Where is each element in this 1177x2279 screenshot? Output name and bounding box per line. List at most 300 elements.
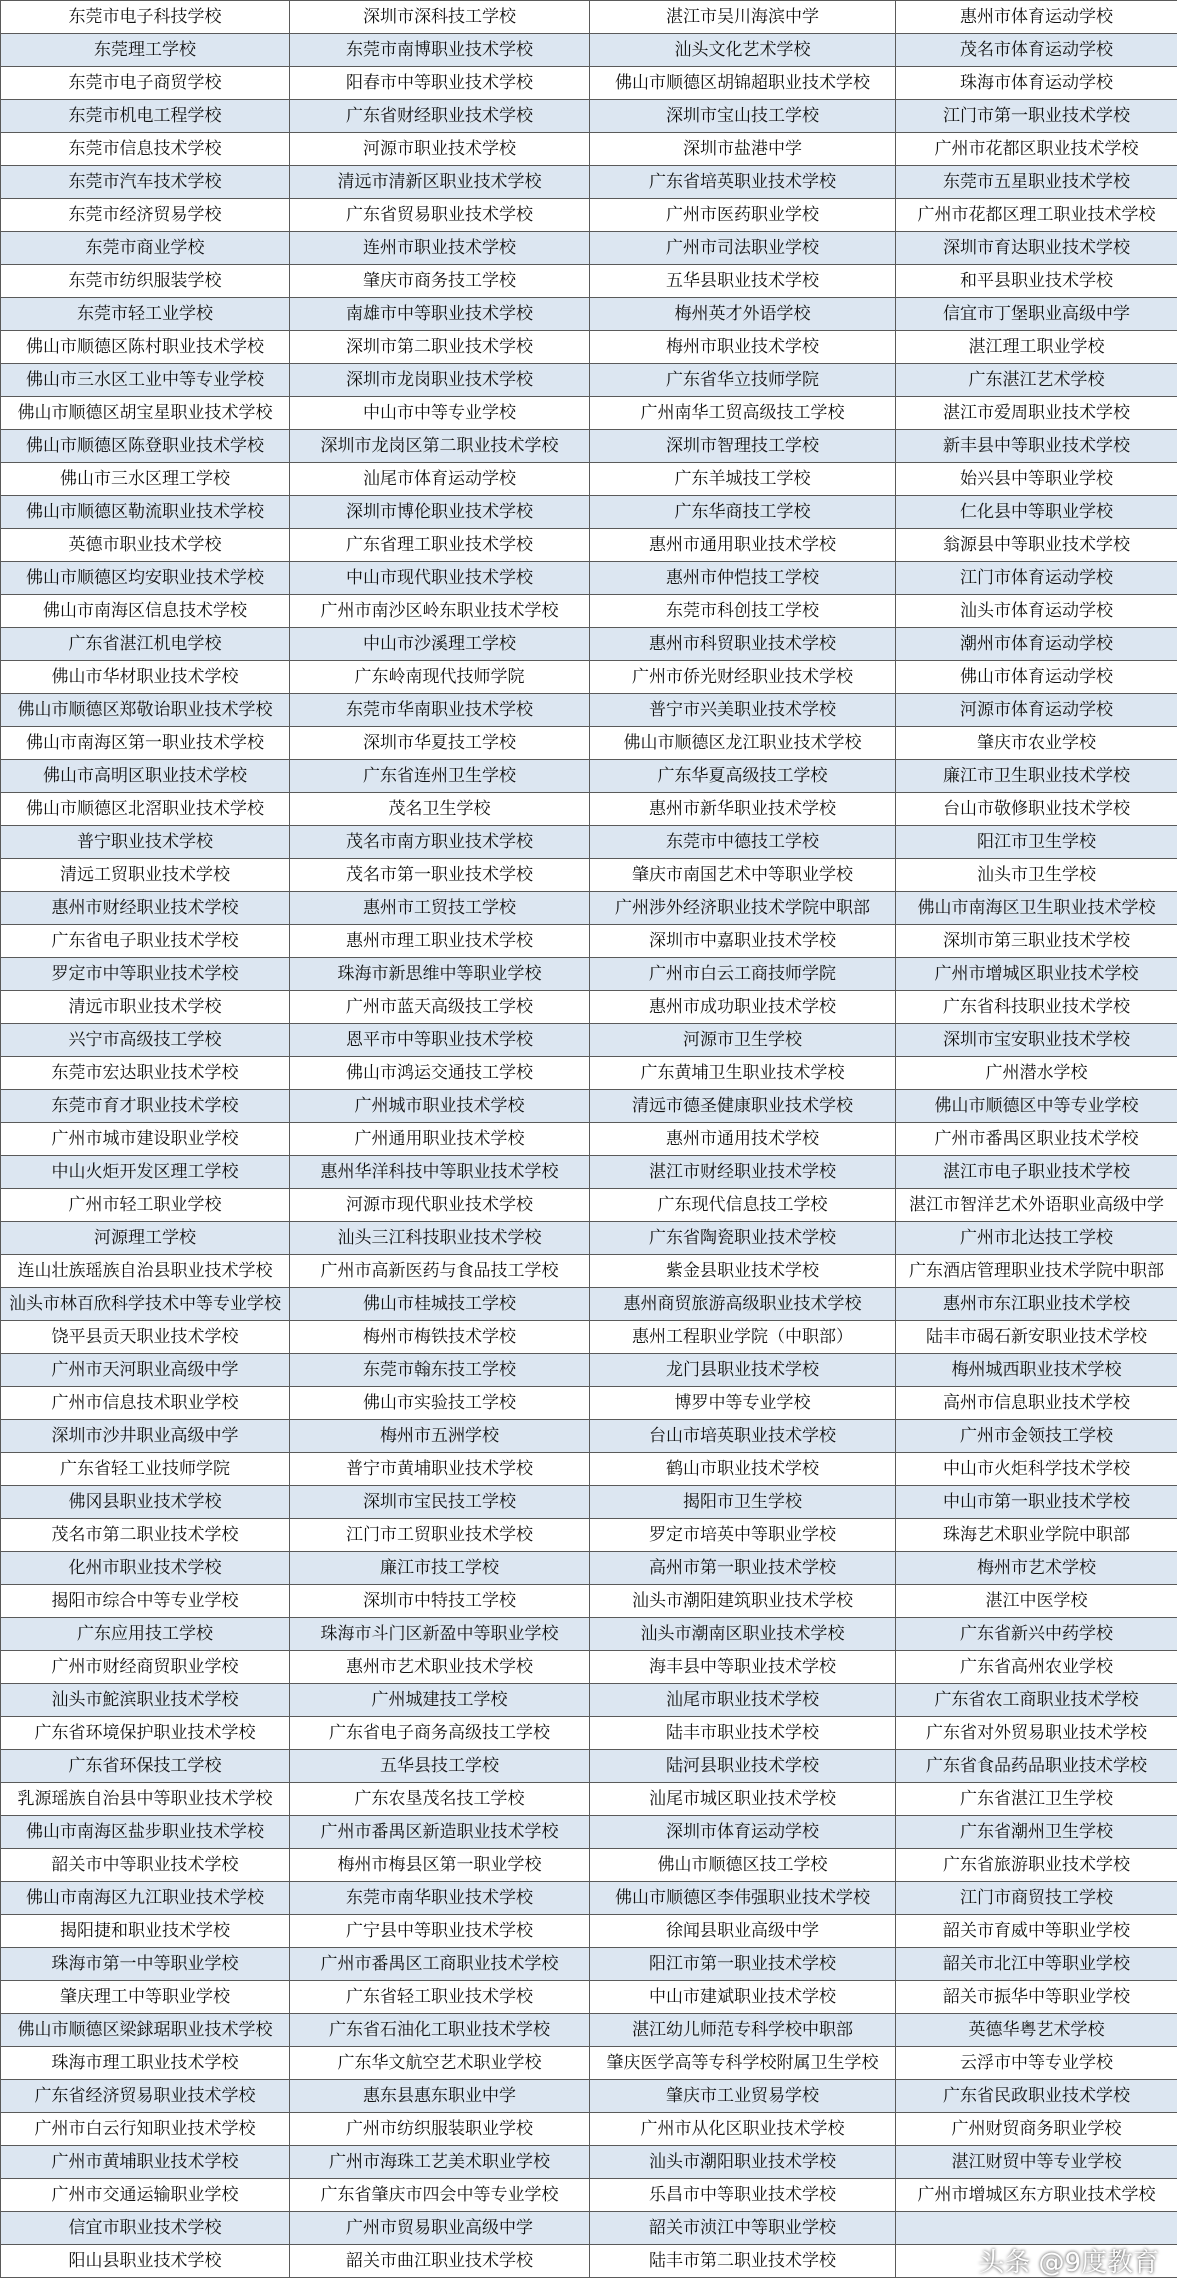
school-name-cell: 广东省环境保护职业技术学校 [1, 1717, 290, 1750]
school-name-cell: 佛山市南海区九江职业技术学校 [1, 1882, 290, 1915]
school-name-cell: 茂名市第一职业技术学校 [290, 859, 590, 892]
school-name-cell: 佛山市实验技工学校 [290, 1387, 590, 1420]
school-name-cell: 佛山市顺德区陈登职业技术学校 [1, 430, 290, 463]
school-name-cell: 廉江市技工学校 [290, 1552, 590, 1585]
table-row [1, 2179, 1177, 2212]
school-name-cell: 广州市交通运输职业学校 [1, 2179, 290, 2212]
school-name-cell: 湛江市财经职业技术学校 [590, 1156, 896, 1189]
school-name-cell: 广东省科技职业技术学校 [896, 991, 1177, 1024]
school-name-cell: 江门市第一职业技术学校 [896, 100, 1177, 133]
watermark: 头条 @9度教育 [978, 2242, 1159, 2279]
table-row [1, 1189, 1177, 1222]
school-name-cell: 揭阳市卫生学校 [590, 1486, 896, 1519]
school-name-cell: 广东黄埔卫生职业技术学校 [590, 1057, 896, 1090]
school-name-cell: 河源市职业技术学校 [290, 133, 590, 166]
table-row [1, 628, 1177, 661]
table-row [1, 496, 1177, 529]
school-name-cell: 惠州市艺术职业技术学校 [290, 1651, 590, 1684]
school-name-cell: 东莞市轻工业学校 [1, 298, 290, 331]
school-name-cell: 陆丰市职业技术学校 [590, 1717, 896, 1750]
school-name-cell: 清远市职业技术学校 [1, 991, 290, 1024]
school-name-cell: 韶关市振华中等职业学校 [896, 1981, 1177, 2014]
school-name-cell: 湛江市智洋艺术外语职业高级中学 [896, 1189, 1177, 1222]
school-name-cell: 广州涉外经济职业技术学院中职部 [590, 892, 896, 925]
school-name-cell: 中山火炬开发区理工学校 [1, 1156, 290, 1189]
school-name-cell: 湛江市爱周职业技术学校 [896, 397, 1177, 430]
school-name-cell: 乳源瑶族自治县中等职业技术学校 [1, 1783, 290, 1816]
table-row [1, 1783, 1177, 1816]
table-row [1, 331, 1177, 364]
school-name-cell: 东莞市科创技工学校 [590, 595, 896, 628]
school-name-cell: 罗定市培英中等职业学校 [590, 1519, 896, 1552]
school-name-cell: 河源市现代职业技术学校 [290, 1189, 590, 1222]
school-name-cell: 东莞市电子科技学校 [1, 1, 290, 34]
school-name-cell: 广东华文航空艺术职业学校 [290, 2047, 590, 2080]
school-name-cell: 深圳市育达职业技术学校 [896, 232, 1177, 265]
table-row [1, 430, 1177, 463]
table-row [1, 463, 1177, 496]
school-name-cell: 广州市番禺区职业技术学校 [896, 1123, 1177, 1156]
school-name-cell: 恩平市中等职业技术学校 [290, 1024, 590, 1057]
school-name-cell: 广东省理工职业技术学校 [290, 529, 590, 562]
school-name-cell: 连州市职业技术学校 [290, 232, 590, 265]
school-name-cell: 佛山市顺德区胡宝星职业技术学校 [1, 397, 290, 430]
school-name-cell: 紫金县职业技术学校 [590, 1255, 896, 1288]
school-name-cell: 翁源县中等职业技术学校 [896, 529, 1177, 562]
school-name-cell: 佛山市顺德区勒流职业技术学校 [1, 496, 290, 529]
school-name-cell: 梅州英才外语学校 [590, 298, 896, 331]
school-name-cell: 汕头市潮南区职业技术学校 [590, 1618, 896, 1651]
school-name-cell: 惠州市新华职业技术学校 [590, 793, 896, 826]
school-name-cell: 汕头市潮阳建筑职业技术学校 [590, 1585, 896, 1618]
school-name-cell: 揭阳市综合中等专业学校 [1, 1585, 290, 1618]
table-row [1, 1255, 1177, 1288]
table-row [1, 1651, 1177, 1684]
school-name-cell: 深圳市宝安职业技术学校 [896, 1024, 1177, 1057]
school-name-cell: 龙门县职业技术学校 [590, 1354, 896, 1387]
school-name-cell: 汕头市鮀滨职业技术学校 [1, 1684, 290, 1717]
school-name-cell: 阳江市第一职业技术学校 [590, 1948, 896, 1981]
school-name-cell: 中山市建斌职业技术学校 [590, 1981, 896, 2014]
school-name-cell: 珠海市斗门区新盈中等职业学校 [290, 1618, 590, 1651]
school-name-cell: 广州市增城区职业技术学校 [896, 958, 1177, 991]
school-name-cell: 汕头文化艺术学校 [590, 34, 896, 67]
school-name-cell: 徐闻县职业高级中学 [590, 1915, 896, 1948]
table-row [1, 859, 1177, 892]
school-name-cell: 梅州市职业技术学校 [590, 331, 896, 364]
school-name-cell: 广州市增城区东方职业技术学校 [896, 2179, 1177, 2212]
table-row [1, 100, 1177, 133]
school-name-cell: 广东省石油化工职业技术学校 [290, 2014, 590, 2047]
school-name-cell: 东莞市宏达职业技术学校 [1, 1057, 290, 1090]
school-name-cell: 广州潜水学校 [896, 1057, 1177, 1090]
school-name-cell: 梅州市梅县区第一职业学校 [290, 1849, 590, 1882]
table-row [1, 2047, 1177, 2080]
school-name-cell: 广东省电子商务高级技工学校 [290, 1717, 590, 1750]
school-name-cell: 罗定市中等职业技术学校 [1, 958, 290, 991]
school-name-cell: 兴宁市高级技工学校 [1, 1024, 290, 1057]
school-name-cell: 佛山市顺德区李伟强职业技术学校 [590, 1882, 896, 1915]
school-name-cell: 肇庆市农业学校 [896, 727, 1177, 760]
school-name-cell: 佛山市顺德区郑敬诒职业技术学校 [1, 694, 290, 727]
school-name-cell: 茂名市第二职业技术学校 [1, 1519, 290, 1552]
school-name-cell: 海丰县中等职业技术学校 [590, 1651, 896, 1684]
table-row [1, 364, 1177, 397]
table-row [1, 1981, 1177, 2014]
table-row [1, 1090, 1177, 1123]
table-row [1, 1222, 1177, 1255]
school-name-cell: 广州通用职业技术学校 [290, 1123, 590, 1156]
school-name-cell: 江门市商贸技工学校 [896, 1882, 1177, 1915]
school-name-cell: 东莞市育才职业技术学校 [1, 1090, 290, 1123]
school-name-cell: 深圳市深科技工学校 [290, 1, 590, 34]
school-name-cell: 佛山市顺德区中等专业学校 [896, 1090, 1177, 1123]
school-name-cell: 佛山市南海区第一职业技术学校 [1, 727, 290, 760]
school-name-cell: 汕头市潮阳职业技术学校 [590, 2146, 896, 2179]
school-name-cell: 茂名市体育运动学校 [896, 34, 1177, 67]
school-name-cell: 肇庆医学高等专科学校附属卫生学校 [590, 2047, 896, 2080]
school-name-cell: 广东省连州卫生学校 [290, 760, 590, 793]
school-name-cell: 广东应用技工学校 [1, 1618, 290, 1651]
school-name-cell: 韶关市北江中等职业学校 [896, 1948, 1177, 1981]
school-name-cell: 普宁市黄埔职业技术学校 [290, 1453, 590, 1486]
school-name-cell: 惠州市东江职业技术学校 [896, 1288, 1177, 1321]
school-name-cell: 广州市城市建设职业学校 [1, 1123, 290, 1156]
school-name-cell: 深圳市中特技工学校 [290, 1585, 590, 1618]
school-name-cell: 肇庆市工业贸易学校 [590, 2080, 896, 2113]
school-name-cell: 广东湛江艺术学校 [896, 364, 1177, 397]
school-name-cell: 信宜市丁堡职业高级中学 [896, 298, 1177, 331]
school-name-cell: 湛江理工职业学校 [896, 331, 1177, 364]
school-name-cell: 梅州市艺术学校 [896, 1552, 1177, 1585]
school-name-cell: 汕头三江科技职业技术学校 [290, 1222, 590, 1255]
school-name-cell: 广州市番禺区工商职业技术学校 [290, 1948, 590, 1981]
school-name-cell: 佛山市顺德区技工学校 [590, 1849, 896, 1882]
school-name-cell: 清远市德圣健康职业技术学校 [590, 1090, 896, 1123]
school-name-cell: 湛江市电子职业技术学校 [896, 1156, 1177, 1189]
table-row [1, 529, 1177, 562]
school-name-cell: 广东省陶瓷职业技术学校 [590, 1222, 896, 1255]
school-name-cell: 英德华粤艺术学校 [896, 2014, 1177, 2047]
school-name-cell: 江门市体育运动学校 [896, 562, 1177, 595]
table-row [1, 1057, 1177, 1090]
school-name-cell: 广州市侨光财经职业技术学校 [590, 661, 896, 694]
school-name-cell: 鹤山市职业技术学校 [590, 1453, 896, 1486]
school-name-cell: 广州市番禺区新造职业技术学校 [290, 1816, 590, 1849]
school-name-cell: 广东省华立技师学院 [590, 364, 896, 397]
school-name-cell: 佛山市体育运动学校 [896, 661, 1177, 694]
table-row [1, 199, 1177, 232]
school-name-cell: 广东省培英职业技术学校 [590, 166, 896, 199]
school-name-cell: 广州市花都区职业技术学校 [896, 133, 1177, 166]
school-name-cell: 广东现代信息技工学校 [590, 1189, 896, 1222]
school-name-cell: 深圳市智理技工学校 [590, 430, 896, 463]
school-name-cell: 湛江市吴川海滨中学 [590, 1, 896, 34]
table-row [1, 958, 1177, 991]
school-name-cell: 珠海市理工职业技术学校 [1, 2047, 290, 2080]
school-name-cell: 茂名卫生学校 [290, 793, 590, 826]
school-name-cell: 广宁县中等职业技术学校 [290, 1915, 590, 1948]
school-name-cell: 阳春市中等职业技术学校 [290, 67, 590, 100]
school-name-cell: 韶关市育威中等职业学校 [896, 1915, 1177, 1948]
table-row [1, 1915, 1177, 1948]
table-row [1, 1717, 1177, 1750]
school-name-cell: 东莞市中德技工学校 [590, 826, 896, 859]
school-name-cell: 惠东县惠东职业中学 [290, 2080, 590, 2113]
school-name-cell: 陆丰市第二职业技术学校 [590, 2245, 896, 2278]
school-name-cell: 广东省对外贸易职业技术学校 [896, 1717, 1177, 1750]
school-name-cell: 阳江市卫生学校 [896, 826, 1177, 859]
school-name-cell: 深圳市盐港中学 [590, 133, 896, 166]
school-name-cell: 广东省电子职业技术学校 [1, 925, 290, 958]
school-name-cell: 清远市清新区职业技术学校 [290, 166, 590, 199]
school-name-cell: 广东省食品药品职业技术学校 [896, 1750, 1177, 1783]
school-name-cell: 广州市南沙区岭东职业技术学校 [290, 595, 590, 628]
table-row [1, 727, 1177, 760]
school-name-cell: 汕头市体育运动学校 [896, 595, 1177, 628]
school-name-cell: 湛江财贸中等专业学校 [896, 2146, 1177, 2179]
school-name-cell: 揭阳捷和职业技术学校 [1, 1915, 290, 1948]
school-name-cell: 广州市白云行知职业技术学校 [1, 2113, 290, 2146]
school-name-cell: 广州城建技工学校 [290, 1684, 590, 1717]
school-name-cell: 广东省经济贸易职业技术学校 [1, 2080, 290, 2113]
school-name-cell: 广东省高州农业学校 [896, 1651, 1177, 1684]
school-name-cell: 韶关市曲江职业技术学校 [290, 2245, 590, 2278]
school-name-cell: 广州财贸商务职业学校 [896, 2113, 1177, 2146]
table-row [1, 1750, 1177, 1783]
school-name-cell: 惠州市体育运动学校 [896, 1, 1177, 34]
school-name-cell: 饶平县贡天职业技术学校 [1, 1321, 290, 1354]
school-name-cell: 东莞理工学校 [1, 34, 290, 67]
school-name-cell: 南雄市中等职业技术学校 [290, 298, 590, 331]
school-name-cell: 河源市卫生学校 [590, 1024, 896, 1057]
school-name-cell: 高州市信息职业技术学校 [896, 1387, 1177, 1420]
table-row [1, 1, 1177, 34]
school-name-cell: 佛山市南海区卫生职业技术学校 [896, 892, 1177, 925]
table-row [1, 1552, 1177, 1585]
school-name-cell: 广州市信息技术职业学校 [1, 1387, 290, 1420]
school-name-cell: 佛山市顺德区均安职业技术学校 [1, 562, 290, 595]
school-name-cell: 广东羊城技工学校 [590, 463, 896, 496]
school-name-cell: 茂名市南方职业技术学校 [290, 826, 590, 859]
table-row [1, 1321, 1177, 1354]
table-row [1, 2080, 1177, 2113]
table-row [1, 760, 1177, 793]
table-row [1, 793, 1177, 826]
school-name-cell: 惠州市成功职业技术学校 [590, 991, 896, 1024]
table-row [1, 562, 1177, 595]
table-row [1, 1156, 1177, 1189]
school-name-cell: 江门市工贸职业技术学校 [290, 1519, 590, 1552]
school-name-cell: 广州市财经商贸职业学校 [1, 1651, 290, 1684]
school-name-cell: 中山市中等专业学校 [290, 397, 590, 430]
school-name-cell: 英德市职业技术学校 [1, 529, 290, 562]
school-name-cell: 东莞市汽车技术学校 [1, 166, 290, 199]
school-name-cell: 梅州城西职业技术学校 [896, 1354, 1177, 1387]
school-name-cell: 湛江中医学校 [896, 1585, 1177, 1618]
school-name-cell: 清远工贸职业技术学校 [1, 859, 290, 892]
school-name-cell: 东莞市南华职业技术学校 [290, 1882, 590, 1915]
school-name-cell: 深圳市第二职业技术学校 [290, 331, 590, 364]
school-name-cell: 广东省民政职业技术学校 [896, 2080, 1177, 2113]
school-name-cell: 湛江幼儿师范专科学校中职部 [590, 2014, 896, 2047]
table-row [1, 661, 1177, 694]
table-row [1, 1849, 1177, 1882]
table-row [1, 1387, 1177, 1420]
table-row [1, 826, 1177, 859]
school-name-cell: 佛山市桂城技工学校 [290, 1288, 590, 1321]
school-name-cell: 广州城市职业技术学校 [290, 1090, 590, 1123]
table-row [1, 67, 1177, 100]
table-row [1, 1288, 1177, 1321]
table-row [1, 694, 1177, 727]
school-name-cell: 佛山市南海区信息技术学校 [1, 595, 290, 628]
school-name-cell: 广州市黄埔职业技术学校 [1, 2146, 290, 2179]
school-name-cell: 潮州市体育运动学校 [896, 628, 1177, 661]
school-name-cell: 广州市轻工职业学校 [1, 1189, 290, 1222]
school-name-cell: 惠州市工贸技工学校 [290, 892, 590, 925]
table-row [1, 2146, 1177, 2179]
school-name-cell: 惠州华洋科技中等职业技术学校 [290, 1156, 590, 1189]
school-name-cell: 广东岭南现代技师学院 [290, 661, 590, 694]
school-name-cell: 深圳市中嘉职业技术学校 [590, 925, 896, 958]
school-name-cell: 东莞市电子商贸学校 [1, 67, 290, 100]
table-row [1, 1486, 1177, 1519]
school-name-cell: 廉江市卫生职业技术学校 [896, 760, 1177, 793]
school-name-cell: 台山市培英职业技术学校 [590, 1420, 896, 1453]
school-name-cell: 惠州商贸旅游高级职业技术学校 [590, 1288, 896, 1321]
school-name-cell: 佛冈县职业技术学校 [1, 1486, 290, 1519]
school-name-cell: 珠海艺术职业学院中职部 [896, 1519, 1177, 1552]
school-name-cell: 广东省轻工业技师学院 [1, 1453, 290, 1486]
school-name-cell: 普宁市兴美职业技术学校 [590, 694, 896, 727]
school-name-cell: 高州市第一职业技术学校 [590, 1552, 896, 1585]
table-row [1, 298, 1177, 331]
school-name-cell: 惠州市财经职业技术学校 [1, 892, 290, 925]
school-name-cell: 佛山市顺德区胡锦超职业技术学校 [590, 67, 896, 100]
school-name-cell: 始兴县中等职业学校 [896, 463, 1177, 496]
school-name-cell: 东莞市机电工程学校 [1, 100, 290, 133]
table-row [1, 232, 1177, 265]
table-row [1, 1948, 1177, 1981]
table-row [1, 991, 1177, 1024]
school-name-cell: 佛山市顺德区陈村职业技术学校 [1, 331, 290, 364]
school-name-cell: 惠州市理工职业技术学校 [290, 925, 590, 958]
table-row [1, 397, 1177, 430]
school-name-cell: 广东省环保技工学校 [1, 1750, 290, 1783]
table-row [1, 265, 1177, 298]
school-name-cell: 东莞市信息技术学校 [1, 133, 290, 166]
school-name-cell: 惠州市科贸职业技术学校 [590, 628, 896, 661]
school-name-cell: 惠州市通用职业技术学校 [590, 529, 896, 562]
school-name-cell: 乐昌市中等职业技术学校 [590, 2179, 896, 2212]
school-name-cell: 深圳市体育运动学校 [590, 1816, 896, 1849]
table-row [1, 34, 1177, 67]
school-name-cell: 珠海市体育运动学校 [896, 67, 1177, 100]
school-name-cell: 广东省潮州卫生学校 [896, 1816, 1177, 1849]
table-row [1, 1618, 1177, 1651]
school-name-cell: 韶关市浈江中等职业学校 [590, 2212, 896, 2245]
school-name-cell: 广州市天河职业高级中学 [1, 1354, 290, 1387]
table-row [1, 925, 1177, 958]
school-name-cell: 广东华商技工学校 [590, 496, 896, 529]
school-name-cell: 佛山市顺德区龙江职业技术学校 [590, 727, 896, 760]
table-row [1, 2014, 1177, 2047]
school-name-cell: 广东省轻工职业技术学校 [290, 1981, 590, 2014]
school-name-cell: 台山市敬修职业技术学校 [896, 793, 1177, 826]
table-row [1, 1684, 1177, 1717]
school-name-cell: 广州市医药职业学校 [590, 199, 896, 232]
school-name-cell: 佛山市高明区职业技术学校 [1, 760, 290, 793]
school-name-cell: 汕头市林百欣科学技术中等专业学校 [1, 1288, 290, 1321]
table-row [1, 1354, 1177, 1387]
school-name-cell: 佛山市三水区理工学校 [1, 463, 290, 496]
school-name-cell: 深圳市宝民技工学校 [290, 1486, 590, 1519]
school-name-cell: 广东省新兴中药学校 [896, 1618, 1177, 1651]
school-name-cell: 五华县职业技术学校 [590, 265, 896, 298]
school-name-cell: 广东省贸易职业技术学校 [290, 199, 590, 232]
school-name-cell: 陆丰市碣石新安职业技术学校 [896, 1321, 1177, 1354]
school-name-cell: 深圳市龙岗职业技术学校 [290, 364, 590, 397]
school-name-cell: 中山市沙溪理工学校 [290, 628, 590, 661]
school-name-cell: 广东华夏高级技工学校 [590, 760, 896, 793]
school-name-cell: 广州市北达技工学校 [896, 1222, 1177, 1255]
school-name-cell: 云浮市中等专业学校 [896, 2047, 1177, 2080]
school-name-cell: 广州市司法职业学校 [590, 232, 896, 265]
school-name-cell: 广州南华工贸高级技工学校 [590, 397, 896, 430]
table-row [1, 1024, 1177, 1057]
school-name-cell: 广州市海珠工艺美术职业学校 [290, 2146, 590, 2179]
school-name-cell: 东莞市纺织服装学校 [1, 265, 290, 298]
school-name-cell: 广州市从化区职业技术学校 [590, 2113, 896, 2146]
table-row [1, 2113, 1177, 2146]
school-name-cell: 广州市花都区理工职业技术学校 [896, 199, 1177, 232]
school-name-cell: 深圳市华夏技工学校 [290, 727, 590, 760]
table-row [1, 1123, 1177, 1156]
school-name-cell: 汕尾市职业技术学校 [590, 1684, 896, 1717]
school-name-cell: 化州市职业技术学校 [1, 1552, 290, 1585]
school-name-cell: 广东省财经职业技术学校 [290, 100, 590, 133]
school-name-cell: 东莞市华南职业技术学校 [290, 694, 590, 727]
table-row [1, 1816, 1177, 1849]
school-name-cell: 佛山市顺德区梁銶琚职业技术学校 [1, 2014, 290, 2047]
school-name-cell: 汕尾市城区职业技术学校 [590, 1783, 896, 1816]
school-name-cell: 广州市贸易职业高级中学 [290, 2212, 590, 2245]
school-name-cell: 深圳市博伦职业技术学校 [290, 496, 590, 529]
school-name-cell: 博罗中等专业学校 [590, 1387, 896, 1420]
school-name-cell: 东莞市翰东技工学校 [290, 1354, 590, 1387]
school-name-cell: 深圳市沙井职业高级中学 [1, 1420, 290, 1453]
school-name-cell: 东莞市五星职业技术学校 [896, 166, 1177, 199]
school-name-cell: 佛山市顺德区北滘职业技术学校 [1, 793, 290, 826]
school-name-cell: 惠州工程职业学院（中职部） [590, 1321, 896, 1354]
school-name-cell: 珠海市第一中等职业学校 [1, 1948, 290, 1981]
school-name-cell: 新丰县中等职业技术学校 [896, 430, 1177, 463]
school-name-cell: 广州市高新医药与食品技工学校 [290, 1255, 590, 1288]
school-name-cell: 深圳市宝山技工学校 [590, 100, 896, 133]
table-row [1, 133, 1177, 166]
school-name-cell: 阳山县职业技术学校 [1, 2245, 290, 2278]
school-name-cell: 信宜市职业技术学校 [1, 2212, 290, 2245]
school-name-cell: 梅州市五洲学校 [290, 1420, 590, 1453]
school-name-cell: 河源理工学校 [1, 1222, 290, 1255]
school-name-cell: 广州市金领技工学校 [896, 1420, 1177, 1453]
school-name-cell: 汕尾市体育运动学校 [290, 463, 590, 496]
school-name-cell: 广东酒店管理职业技术学院中职部 [896, 1255, 1177, 1288]
school-name-cell: 五华县技工学校 [290, 1750, 590, 1783]
school-name-cell: 仁化县中等职业学校 [896, 496, 1177, 529]
school-name-cell: 汕头市卫生学校 [896, 859, 1177, 892]
